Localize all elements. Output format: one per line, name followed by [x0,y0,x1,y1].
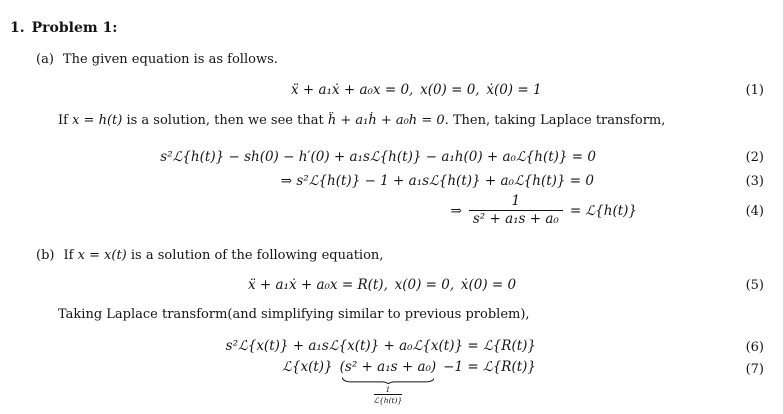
equation-4 [451,194,637,227]
part-b-taking-line [58,307,530,322]
equation-3 [281,173,594,189]
fraction-denominator: s² + a₁s + a₀ [469,210,563,228]
equation-7-number: (7) [745,362,764,377]
equation-1 [291,82,542,98]
part-a-solution-line [58,113,665,128]
equation-6 [226,338,536,354]
part-a-label: (a) [36,52,54,67]
equation-3-body: ⇒ s²ℒ{h(t)} − 1 + a₁sℒ{h(t)} + a₀ℒ{h(t)} = 0 [280,173,594,189]
part-b-label: (b) [36,248,55,263]
equation-6-body: s²ℒ{x(t)} + a₁sℒ{x(t)} + a₀ℒ{x(t)} = ℒ{R(t)} [225,338,536,354]
equation-7 [282,359,536,405]
part-a-intro [36,52,278,67]
problem-heading [10,20,117,36]
text-segment: is a solution of the following equation, [126,248,384,263]
text-segment: Taking Laplace transform(and simplifying similar to previous problem), [58,307,530,322]
part-b-intro [36,248,383,263]
underbrace-content: (s² + a₁s + a₀) [339,359,437,375]
equation-2-number: (2) [745,150,764,165]
equation-4-rhs: = ℒ{h(t)} [569,202,637,219]
inline-math: x = x(t) [77,248,127,263]
underbrace-label-numerator: 1 [385,385,391,394]
fraction-numerator: 1 [511,193,521,209]
text-segment: If [58,113,73,128]
equation-3-number: (3) [745,174,764,189]
text-segment: If [63,248,78,263]
equation-5-number: (5) [745,278,764,293]
equation-7-lhs: ℒ{x(t)} [282,359,333,375]
equation-5 [248,277,516,293]
inline-math: ḧ + a₁ḣ + a₀h = 0 [327,113,445,128]
implies-arrow: ⇒ [450,202,462,219]
part-a-intro-text: The given equation is as follows. [62,52,278,67]
equation-1-number: (1) [745,83,764,98]
equation-1-body: ẍ + a₁ẋ + a₀x = 0, x(0) = 0, ẋ(0) = 1 [291,82,542,98]
equation-2-body: s²ℒ{h(t)} − sh(0) − h′(0) + a₁sℒ{h(t)} − a₁h(0) + a₀ℒ{h(t)} = 0 [160,149,596,165]
equation-6-number: (6) [745,340,764,355]
text-segment: . Then, taking Laplace transform, [444,113,666,128]
equation-7-rhs: −1 = ℒ{R(t)} [443,359,536,375]
problem-title: Problem 1: [31,20,118,36]
underbrace-glyph [342,377,435,384]
underbrace-label-fraction [374,385,403,405]
text-segment: is a solution, then we see that [122,113,328,128]
fraction [469,194,563,227]
equation-4-number: (4) [745,204,764,219]
underbrace-group [340,359,437,405]
equation-5-body: ẍ + a₁ẋ + a₀x = R(t), x(0) = 0, ẋ(0) = 0 [248,277,517,293]
item-number: 1. [10,20,25,36]
inline-math: x = h(t) [72,113,123,128]
underbrace-label-denominator: ℒ{h(t)} [373,395,403,405]
equation-2 [160,149,596,165]
